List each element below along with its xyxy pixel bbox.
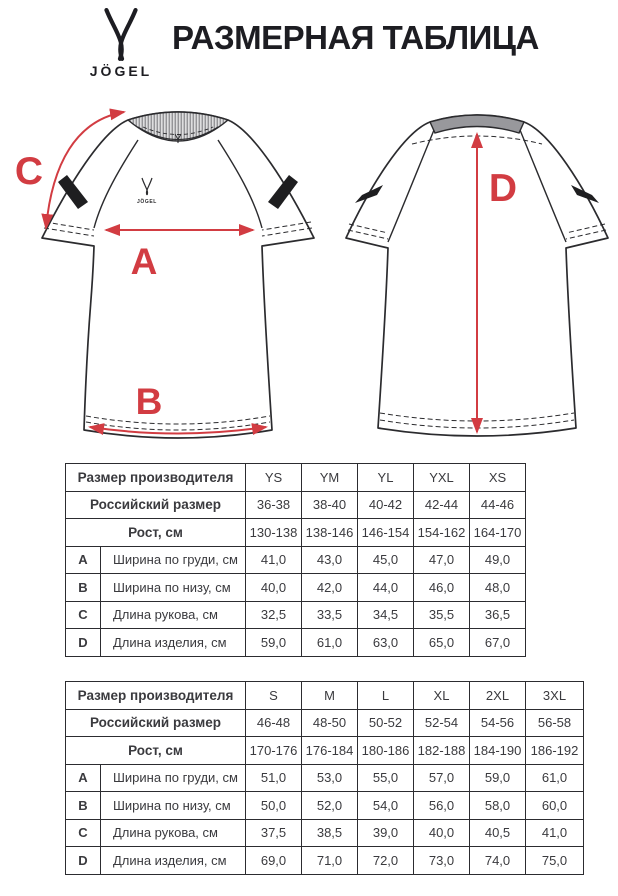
table-row [66, 464, 526, 492]
value-cell: 50,0 [246, 792, 302, 820]
value-cell: 59,0 [246, 629, 302, 657]
size-cell: YXL [414, 464, 470, 492]
jogel-logo-icon [98, 8, 144, 62]
value-cell: 63,0 [358, 629, 414, 657]
value-cell: 33,5 [302, 601, 358, 629]
value-cell: 45,0 [358, 546, 414, 574]
table-row [66, 629, 526, 657]
value-cell: 38-40 [302, 491, 358, 519]
value-cell: 38,5 [302, 819, 358, 847]
size-cell: M [302, 682, 358, 710]
value-cell: 182-188 [414, 737, 470, 765]
value-cell: 65,0 [414, 629, 470, 657]
value-cell: 47,0 [414, 546, 470, 574]
value-cell: 49,0 [470, 546, 526, 574]
value-cell: 75,0 [526, 847, 584, 875]
letter-cell: C [66, 601, 101, 629]
letter-cell: C [66, 819, 101, 847]
row-header: Размер производителя [66, 464, 246, 492]
tshirt-back-diagram [322, 102, 612, 452]
value-cell: 39,0 [358, 819, 414, 847]
size-cell: 3XL [526, 682, 584, 710]
value-cell: 40,0 [414, 819, 470, 847]
measure-label: Ширина по низу, см [101, 574, 246, 602]
value-cell: 35,5 [414, 601, 470, 629]
row-header: Российский размер [66, 491, 246, 519]
value-cell: 52,0 [302, 792, 358, 820]
value-cell: 40-42 [358, 491, 414, 519]
value-cell: 73,0 [414, 847, 470, 875]
size-cell: XL [414, 682, 470, 710]
label-d: D [488, 167, 518, 210]
size-cell: YS [246, 464, 302, 492]
table-row [66, 847, 584, 875]
measure-label: Ширина по груди, см [101, 546, 246, 574]
page-title: РАЗМЕРНАЯ ТАБЛИЦА [172, 19, 539, 56]
value-cell: 48-50 [302, 709, 358, 737]
value-cell: 61,0 [526, 764, 584, 792]
row-header: Российский размер [66, 709, 246, 737]
value-cell: 54-56 [470, 709, 526, 737]
value-cell: 56,0 [414, 792, 470, 820]
value-cell: 154-162 [414, 519, 470, 547]
value-cell: 40,0 [246, 574, 302, 602]
value-cell: 40,5 [470, 819, 526, 847]
brand-logo [78, 8, 164, 79]
value-cell: 69,0 [246, 847, 302, 875]
chest-logo-text: JÖGEL [137, 199, 157, 205]
value-cell: 186-192 [526, 737, 584, 765]
table-row [66, 574, 526, 602]
value-cell: 60,0 [526, 792, 584, 820]
value-cell: 184-190 [470, 737, 526, 765]
measure-label: Ширина по низу, см [101, 792, 246, 820]
value-cell: 36-38 [246, 491, 302, 519]
size-cell: YM [302, 464, 358, 492]
value-cell: 53,0 [302, 764, 358, 792]
value-cell: 138-146 [302, 519, 358, 547]
size-cell: YL [358, 464, 414, 492]
value-cell: 34,5 [358, 601, 414, 629]
value-cell: 176-184 [302, 737, 358, 765]
value-cell: 44,0 [358, 574, 414, 602]
value-cell: 180-186 [358, 737, 414, 765]
value-cell: 51,0 [246, 764, 302, 792]
value-cell: 74,0 [470, 847, 526, 875]
letter-cell: D [66, 629, 101, 657]
label-b: B [135, 381, 163, 422]
measure-label: Длина изделия, см [101, 629, 246, 657]
size-table-youth [65, 463, 526, 657]
letter-cell: B [66, 574, 101, 602]
table-row [66, 601, 526, 629]
value-cell: 46,0 [414, 574, 470, 602]
value-cell: 43,0 [302, 546, 358, 574]
table-row [66, 792, 584, 820]
value-cell: 41,0 [246, 546, 302, 574]
value-cell: 164-170 [470, 519, 526, 547]
value-cell: 58,0 [470, 792, 526, 820]
value-cell: 42,0 [302, 574, 358, 602]
value-cell: 32,5 [246, 601, 302, 629]
size-cell: L [358, 682, 414, 710]
letter-cell: A [66, 546, 101, 574]
value-cell: 46-48 [246, 709, 302, 737]
size-cell: S [246, 682, 302, 710]
table-row [66, 519, 526, 547]
size-table-adult [65, 681, 584, 875]
value-cell: 37,5 [246, 819, 302, 847]
value-cell: 61,0 [302, 629, 358, 657]
value-cell: 59,0 [470, 764, 526, 792]
value-cell: 44-46 [470, 491, 526, 519]
value-cell: 72,0 [358, 847, 414, 875]
value-cell: 54,0 [358, 792, 414, 820]
value-cell: 41,0 [526, 819, 584, 847]
row-header: Размер производителя [66, 682, 246, 710]
value-cell: 50-52 [358, 709, 414, 737]
value-cell: 42-44 [414, 491, 470, 519]
table-row [66, 709, 584, 737]
table-row [66, 682, 584, 710]
label-c: C [14, 150, 44, 193]
table-row [66, 491, 526, 519]
size-cell: XS [470, 464, 526, 492]
letter-cell: B [66, 792, 101, 820]
front-shirt-outline [42, 112, 314, 438]
value-cell: 146-154 [358, 519, 414, 547]
value-cell: 170-176 [246, 737, 302, 765]
value-cell: 36,5 [470, 601, 526, 629]
row-header: Рост, см [66, 737, 246, 765]
table-row [66, 737, 584, 765]
measure-label: Длина изделия, см [101, 847, 246, 875]
table-row [66, 546, 526, 574]
measure-label: Ширина по груди, см [101, 764, 246, 792]
letter-cell: A [66, 764, 101, 792]
row-header: Рост, см [66, 519, 246, 547]
value-cell: 130-138 [246, 519, 302, 547]
brand-name: JÖGEL [89, 63, 153, 79]
value-cell: 52-54 [414, 709, 470, 737]
value-cell: 71,0 [302, 847, 358, 875]
table-row [66, 819, 584, 847]
table-row [66, 764, 584, 792]
measure-label: Длина рукова, см [101, 601, 246, 629]
value-cell: 57,0 [414, 764, 470, 792]
value-cell: 48,0 [470, 574, 526, 602]
measure-label: Длина рукова, см [101, 819, 246, 847]
letter-cell: D [66, 847, 101, 875]
value-cell: 56-58 [526, 709, 584, 737]
value-cell: 67,0 [470, 629, 526, 657]
size-cell: 2XL [470, 682, 526, 710]
tshirt-front-diagram [6, 98, 320, 458]
label-a: A [130, 241, 158, 282]
value-cell: 55,0 [358, 764, 414, 792]
